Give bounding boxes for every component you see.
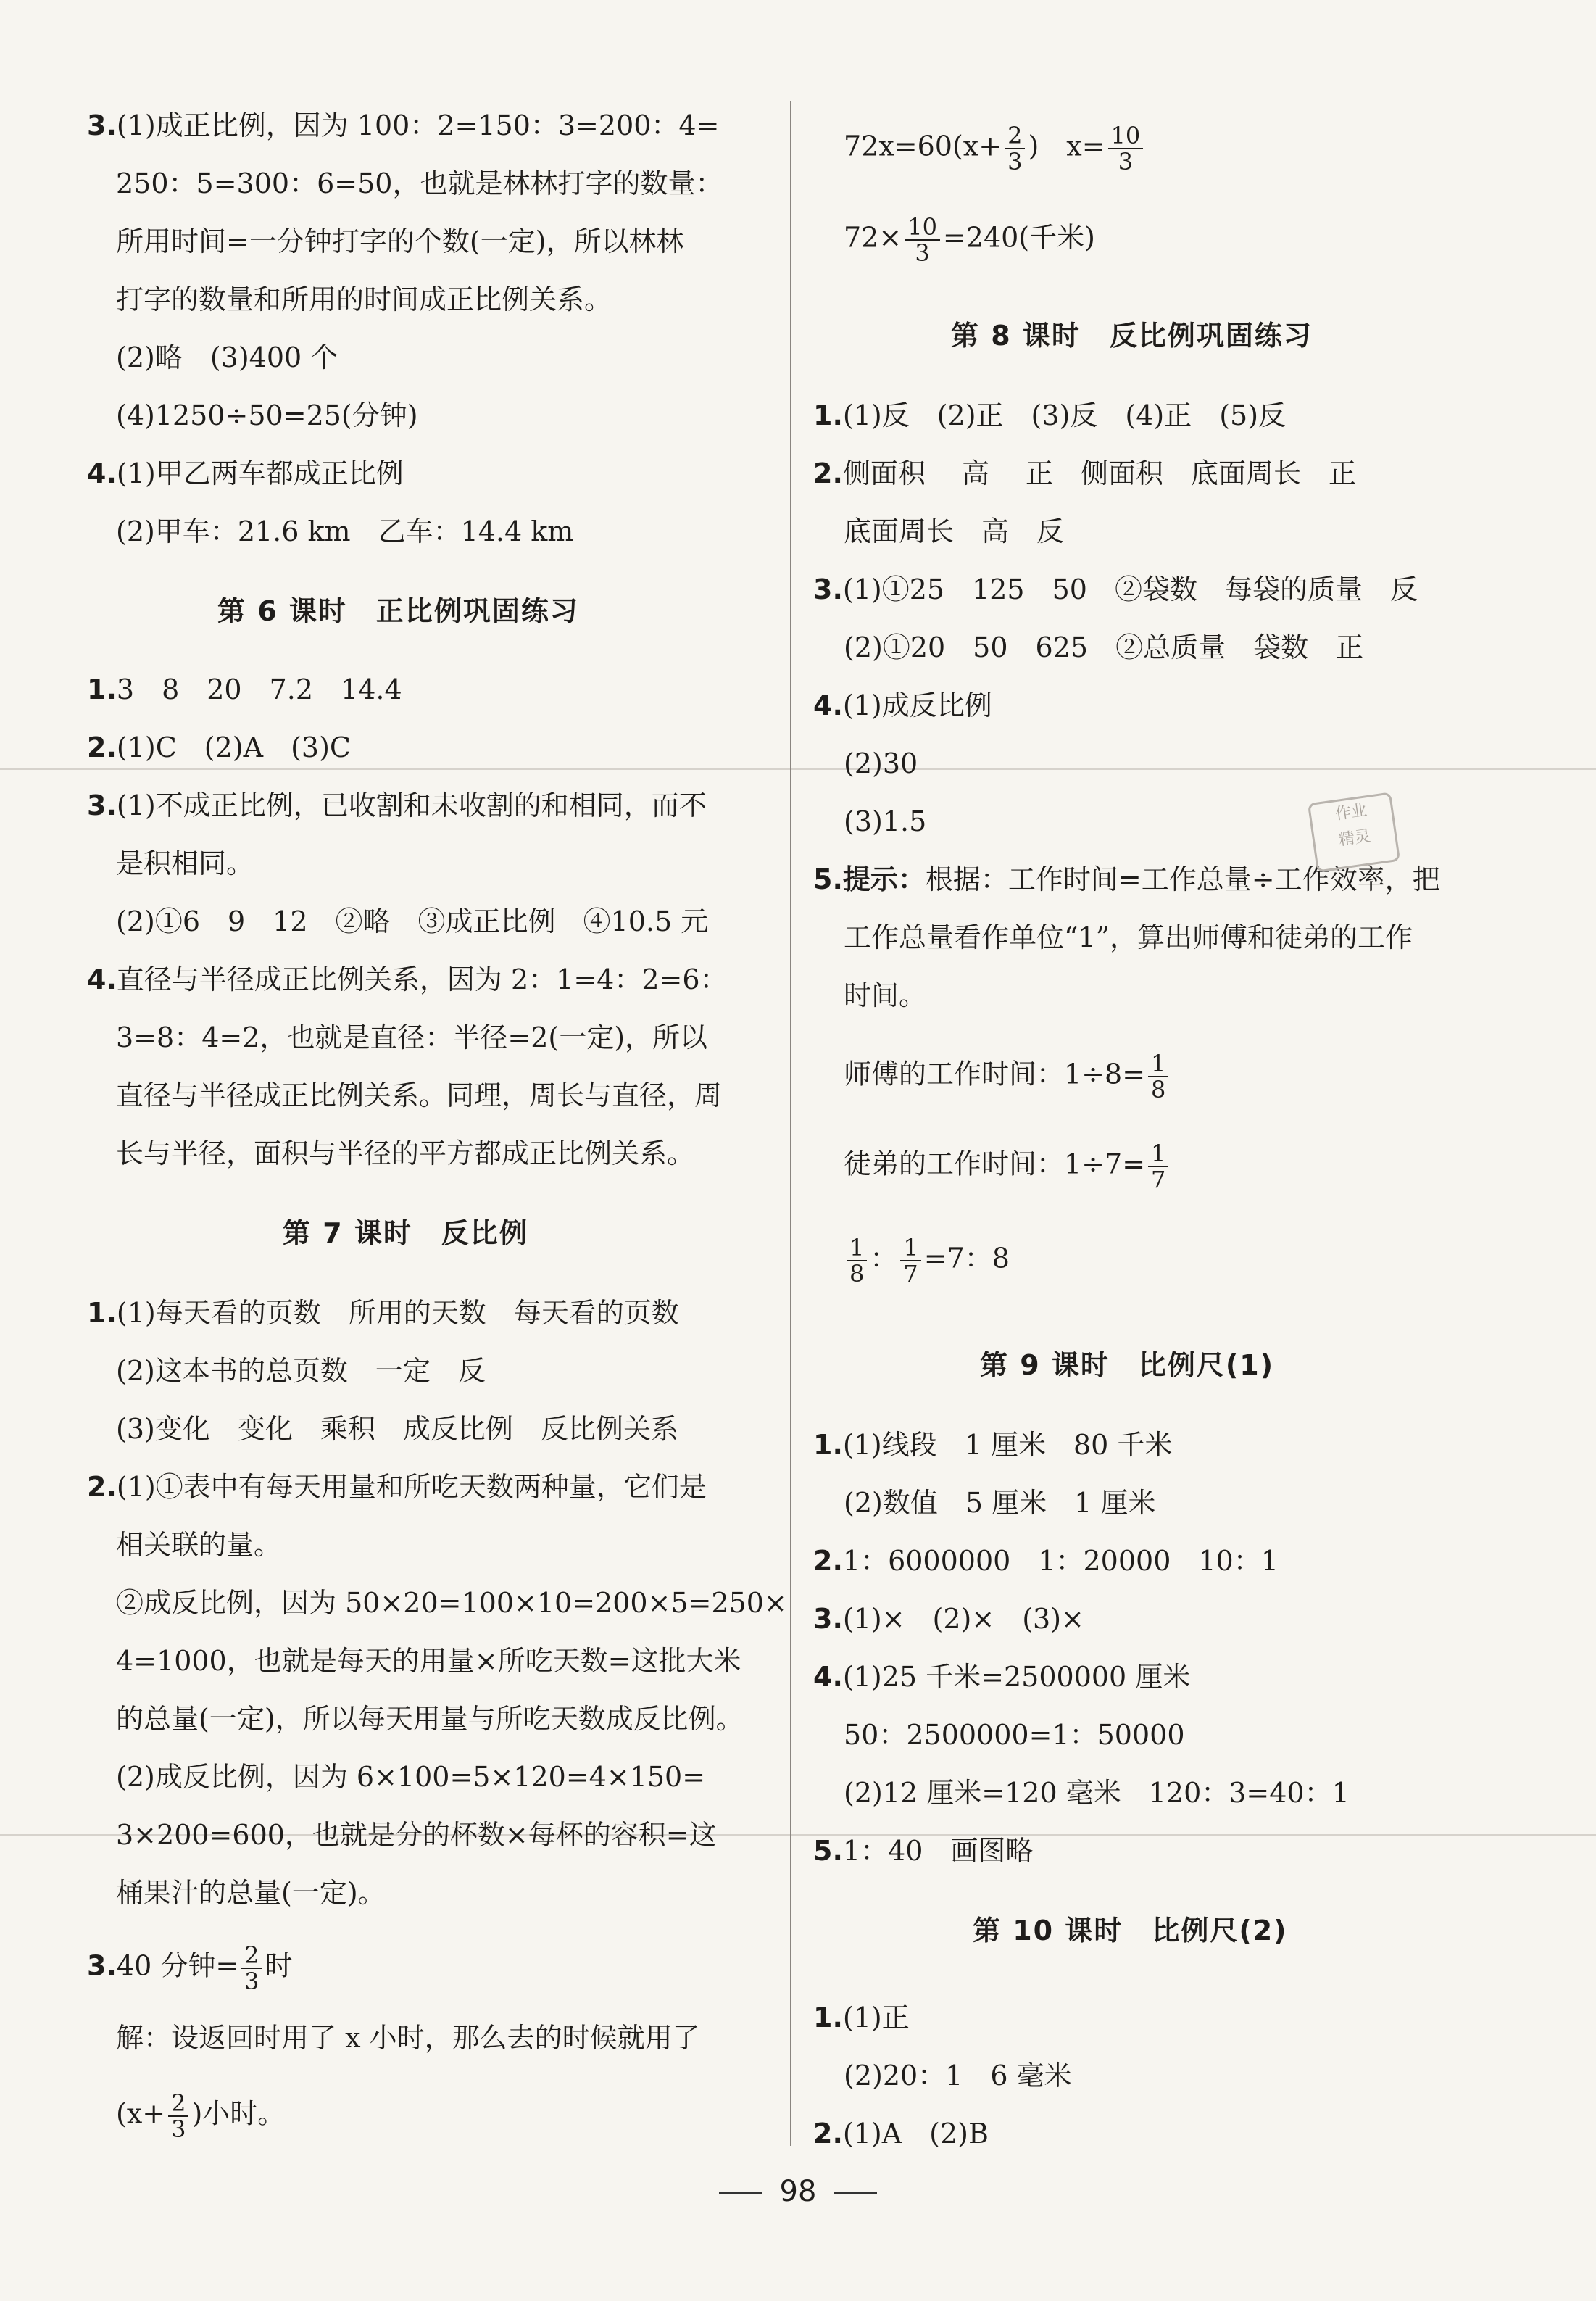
answer-text: 3 8 20 7.2 14.4 — [116, 673, 402, 705]
numerator: 1 — [1148, 1141, 1168, 1167]
section-heading: 第 9 课时 比例尺(1) — [980, 1349, 1275, 1381]
answer-text: (1)成正比例，因为 100：2=150：3=200：4= — [116, 109, 720, 141]
denominator: 8 — [849, 1260, 865, 1288]
watermark-stamp — [1308, 792, 1400, 872]
numerator: 2 — [1005, 123, 1025, 149]
answer-line: 3=8：4=2，也就是直径：半径=2(一定)，所以 — [116, 1021, 708, 1053]
answer-line: (2)①6 9 12 ②略 ③成正比例 ④10.5 元 — [116, 905, 709, 937]
answer-text: 时 — [265, 1949, 293, 1982]
page-footer — [0, 2175, 1596, 2208]
answer-line — [813, 1657, 1190, 1696]
question-number: 4. — [813, 1661, 843, 1693]
answer-line: (2)这本书的总页数 一定 反 — [116, 1355, 486, 1387]
answer-line: (4)1250÷50=25(分钟) — [116, 399, 418, 431]
answer-line: 打字的数量和所用的时间成正比例关系。 — [116, 283, 612, 315]
answer-line — [813, 2114, 989, 2153]
answer-text: (1)25 千米=2500000 厘米 — [842, 1661, 1191, 1693]
answer-line — [844, 123, 1146, 174]
answer-line — [813, 1541, 1279, 1580]
answer-line — [813, 396, 1286, 435]
answer-line: (2)成反比例，因为 6×100=5×120=4×150= — [116, 1761, 706, 1793]
numerator: 1 — [900, 1235, 920, 1261]
answer-line — [87, 1293, 679, 1332]
question-number: 3. — [87, 789, 117, 821]
answer-line: 直径与半径成正比例关系。同理，周长与直径，周 — [116, 1079, 723, 1111]
answer-text: 40 分钟= — [116, 1949, 239, 1982]
answer-text: (1)× (2)× (3)× — [842, 1603, 1084, 1635]
question-number: 4. — [87, 457, 117, 489]
section-heading: 第 7 课时 反比例 — [283, 1217, 528, 1249]
denominator: 3 — [171, 2115, 186, 2143]
answer-line — [87, 728, 351, 767]
answer-line: 4=1000，也就是每天的用量×所吃天数=这批大米 — [116, 1645, 741, 1677]
answer-line: (2)甲车：21.6 km 乙车：14.4 km — [116, 515, 574, 547]
answer-line: $\frac{1}{8}$ ： $\frac{1}{7}$ =7：8 — [844, 1235, 1010, 1286]
question-number: 3. — [87, 1949, 117, 1982]
question-number: 1. — [813, 399, 843, 431]
answer-text: 根据：工作时间=工作总量÷工作效率，把 — [925, 863, 1440, 895]
answer-line: 相关联的量。 — [116, 1529, 282, 1561]
answer-line — [844, 1051, 1171, 1102]
answer-line: ②成反比例，因为 50×20=100×10=200×5=250× — [116, 1587, 787, 1619]
answer-line: 工作总量看作单位“1”，算出师傅和徒弟的工作 — [844, 921, 1413, 953]
question-number: 2. — [813, 1545, 843, 1577]
answer-text: (1)正 — [842, 2002, 910, 2033]
answer-text: 72x=60(x+ — [844, 130, 1002, 162]
answer-line — [87, 106, 719, 145]
answer-line — [813, 454, 1356, 493]
answer-text: 侧面积 高 正 侧面积 底面周长 正 — [842, 457, 1357, 489]
answer-text: 1：40 画图略 — [842, 1835, 1034, 1867]
fold-line — [0, 768, 1596, 770]
fraction — [900, 1235, 920, 1286]
answer-line — [87, 670, 402, 709]
numerator: 1 — [847, 1235, 867, 1261]
question-number: 2. — [87, 1471, 117, 1503]
answer-line: (2)12 厘米=120 毫米 120：3=40：1 — [844, 1777, 1350, 1809]
watermark-text: 作业 精灵 — [1334, 801, 1372, 850]
answer-line: 长与半径，面积与半径的平方都成正比例关系。 — [116, 1137, 695, 1169]
answer-line: (2)略 (3)400 个 — [116, 341, 338, 373]
answer-text: (1)成反比例 — [842, 689, 992, 721]
answer-line — [813, 1599, 1084, 1638]
fraction — [1148, 1051, 1168, 1102]
footer-dash — [719, 2192, 762, 2194]
answer-line: 所用时间=一分钟打字的个数(一定)，所以林林 — [116, 225, 684, 257]
numerator: 10 — [905, 215, 940, 241]
fraction — [1005, 123, 1025, 174]
answer-line: 3×200=600，也就是分的杯数×每杯的容积=这 — [116, 1819, 717, 1851]
answer-line — [87, 786, 707, 825]
denominator: 3 — [1118, 148, 1134, 175]
answer-text: )小时。 — [191, 2097, 286, 2130]
section-heading: 第 10 课时 比例尺(2) — [973, 1915, 1288, 1946]
fraction — [168, 2091, 188, 2142]
question-number: 2. — [87, 731, 117, 763]
question-number: 1. — [87, 673, 117, 705]
answer-line — [813, 1831, 1033, 1870]
answer-line: 50：2500000=1：50000 — [844, 1719, 1185, 1751]
answer-text: (1)每天看的页数 所用的天数 每天看的页数 — [116, 1297, 679, 1329]
numerator: 2 — [241, 1943, 262, 1969]
hint-label: 提示： — [842, 863, 926, 895]
answer-text: (1)①表中有每天用量和所吃天数两种量，它们是 — [116, 1471, 707, 1503]
question-number: 4. — [813, 689, 843, 721]
answer-line — [87, 1943, 293, 1994]
answer-text: ) x= — [1028, 130, 1105, 162]
fraction — [1148, 1141, 1168, 1192]
answer-text: 直径与半径成正比例关系，因为 2：1=4：2=6： — [116, 963, 728, 995]
fraction — [1108, 123, 1144, 174]
question-number: 5. — [813, 863, 843, 895]
answer-line: 底面周长 高 反 — [844, 515, 1065, 547]
numerator: 2 — [168, 2091, 188, 2117]
answer-text: =7：8 — [923, 1242, 1010, 1274]
question-number: 1. — [813, 1429, 843, 1461]
answer-text: 1：6000000 1：20000 10：1 — [842, 1545, 1279, 1577]
footer-dash — [834, 2192, 877, 2194]
answer-text: (x+ — [116, 2097, 166, 2130]
answer-text: (1)①25 125 50 ②袋数 每袋的质量 反 — [842, 573, 1418, 605]
denominator: 3 — [1007, 148, 1023, 175]
answer-line: 时间。 — [844, 979, 927, 1011]
page-number: 98 — [779, 2175, 817, 2208]
answer-line — [813, 570, 1418, 609]
answer-line — [813, 1425, 1172, 1464]
answer-line — [844, 1141, 1171, 1192]
answer-text: 师傅的工作时间：1÷8= — [844, 1058, 1146, 1090]
denominator: 7 — [903, 1260, 918, 1288]
numerator: 10 — [1108, 123, 1144, 149]
answer-text: (1)反 (2)正 (3)反 (4)正 (5)反 — [842, 399, 1287, 431]
answer-line — [813, 1998, 910, 2037]
answer-text: (1)甲乙两车都成正比例 — [116, 457, 404, 489]
question-number: 3. — [813, 1603, 843, 1635]
answer-line: 的总量(一定)，所以每天用量与所吃天数成反比例。 — [116, 1703, 744, 1735]
answer-line — [87, 960, 728, 999]
question-number: 3. — [813, 573, 843, 605]
answer-line: (2)30 — [844, 747, 918, 779]
answer-text: (1)A (2)B — [842, 2118, 989, 2149]
question-number: 3. — [87, 109, 117, 141]
answer-line — [87, 454, 404, 493]
answer-line: 是积相同。 — [116, 847, 254, 879]
question-number: 2. — [813, 2118, 843, 2149]
answer-text: =240(千米) — [942, 221, 1095, 254]
fraction — [905, 215, 940, 265]
question-number: 4. — [87, 963, 117, 995]
question-number: 2. — [813, 457, 843, 489]
numerator: 1 — [1148, 1051, 1168, 1077]
answer-line: (2)数值 5 厘米 1 厘米 — [844, 1487, 1156, 1519]
denominator: 3 — [244, 1968, 259, 1995]
answer-line: 解：设返回时用了 x 小时，那么去的时候就用了 — [116, 2022, 700, 2054]
fraction — [241, 1943, 262, 1994]
answer-line: (3)变化 变化 乘积 成反比例 反比例关系 — [116, 1413, 678, 1445]
fraction — [847, 1235, 867, 1286]
answer-text: (1)C (2)A (3)C — [116, 731, 351, 763]
question-number: 1. — [87, 1297, 117, 1329]
denominator: 7 — [1151, 1166, 1166, 1193]
answer-line — [116, 2091, 285, 2142]
denominator: 8 — [1151, 1076, 1166, 1103]
answer-line: 桶果汁的总量(一定)。 — [116, 1877, 386, 1909]
answer-line — [813, 686, 992, 725]
answer-line: (2)①20 50 625 ②总质量 袋数 正 — [844, 631, 1364, 663]
answer-text: (1)不成正比例，已收割和未收割的和相同，而不 — [116, 789, 707, 821]
answer-line: (3)1.5 — [844, 805, 927, 837]
section-heading: 第 8 课时 反比例巩固练习 — [951, 320, 1313, 352]
section-heading: 第 6 课时 正比例巩固练习 — [217, 595, 579, 627]
question-number: 5. — [813, 1835, 843, 1867]
denominator: 3 — [915, 239, 930, 267]
answer-text: 72× — [844, 221, 902, 254]
answer-line: (2)20：1 6 毫米 — [844, 2060, 1072, 2091]
answer-line: 250：5=300：6=50，也就是林林打字的数量： — [116, 167, 723, 199]
question-number: 1. — [813, 2002, 843, 2033]
answer-text: 徒弟的工作时间：1÷7= — [844, 1148, 1146, 1180]
answer-line — [844, 215, 1095, 265]
column-divider — [790, 101, 791, 2146]
answer-text: (1)线段 1 厘米 80 千米 — [842, 1429, 1173, 1461]
answer-line — [87, 1467, 707, 1506]
